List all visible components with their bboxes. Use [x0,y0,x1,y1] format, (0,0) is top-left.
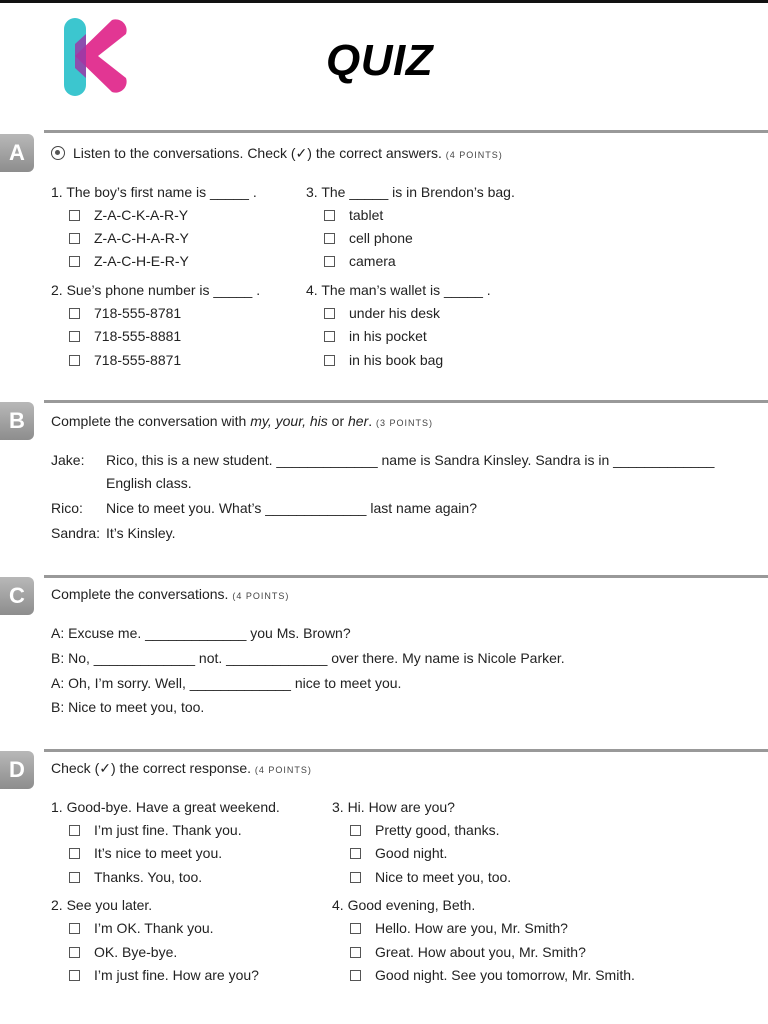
checkbox-icon[interactable] [350,848,361,859]
checkbox-icon[interactable] [69,308,80,319]
page-title: QUIZ [326,36,434,85]
top-border [0,0,768,3]
checkbox-icon[interactable] [69,256,80,267]
checkbox-icon[interactable] [69,825,80,836]
option-checkbox[interactable]: Z-A-C-K-A-R-Y [69,207,188,223]
speaker-label: Jake: [51,452,85,468]
section-b-rule [44,400,768,403]
question-a3: 3. The _____ is in Brendon’s bag. [306,184,515,200]
section-d-instruction: Check (✓) the correct response. (4 POINTS) [51,760,312,776]
checkbox-icon[interactable] [69,233,80,244]
option-checkbox[interactable]: camera [324,253,396,269]
option-checkbox[interactable]: It’s nice to meet you. [69,845,222,861]
checkbox-icon[interactable] [69,970,80,981]
checkbox-icon[interactable] [69,947,80,958]
speech-line: Rico, this is a new student. _____________ name is Sandra Kinsley. Sandra is in _____________ [106,452,715,468]
question-a4: 4. The man’s wallet is _____ . [306,282,491,298]
conversation-line: A: Oh, I’m sorry. Well, _____________ nice to meet you. [51,675,402,691]
option-checkbox[interactable]: tablet [324,207,383,223]
conversation-line: A: Excuse me. _____________ you Ms. Brown? [51,625,351,641]
section-a-badge: A [0,134,34,172]
option-checkbox[interactable]: 718-555-8881 [69,328,181,344]
option-checkbox[interactable]: Great. How about you, Mr. Smith? [350,944,586,960]
checkbox-icon[interactable] [350,970,361,981]
checkbox-icon[interactable] [350,872,361,883]
option-checkbox[interactable]: 718-555-8781 [69,305,181,321]
checkbox-icon[interactable] [69,923,80,934]
question-d2: 2. See you later. [51,897,153,913]
option-checkbox[interactable]: OK. Bye-bye. [69,944,177,960]
section-d-badge: D [0,751,34,789]
speech-line: Nice to meet you. What’s _____________ last name again? [106,500,477,516]
conversation-line: B: Nice to meet you, too. [51,699,205,715]
section-d-rule [44,749,768,752]
checkbox-icon[interactable] [324,355,335,366]
brand-logo [60,14,130,98]
option-checkbox[interactable]: cell phone [324,230,413,246]
question-a1: 1. The boy’s first name is _____ . [51,184,257,200]
checkbox-icon[interactable] [350,825,361,836]
checkbox-icon[interactable] [69,872,80,883]
option-checkbox[interactable]: I’m OK. Thank you. [69,920,214,936]
option-checkbox[interactable]: Nice to meet you, too. [350,869,511,885]
audio-icon[interactable] [51,146,65,160]
option-checkbox[interactable]: Z-A-C-H-A-R-Y [69,230,189,246]
section-a-rule [44,130,768,133]
speech-line: It’s Kinsley. [106,525,176,541]
section-c-badge: C [0,577,34,615]
option-checkbox[interactable]: I’m just fine. How are you? [69,967,259,983]
checkbox-icon[interactable] [324,256,335,267]
section-a-instruction: Listen to the conversations. Check (✓) the correct answers. (4 POINTS) [51,145,503,162]
checkbox-icon[interactable] [69,210,80,221]
checkbox-icon[interactable] [350,947,361,958]
option-checkbox[interactable]: Good night. [350,845,447,861]
option-checkbox[interactable]: I’m just fine. Thank you. [69,822,242,838]
option-checkbox[interactable]: in his book bag [324,352,443,368]
checkbox-icon[interactable] [324,331,335,342]
option-checkbox[interactable]: Z-A-C-H-E-R-Y [69,253,189,269]
speaker-label: Sandra: [51,525,101,541]
checkbox-icon[interactable] [324,210,335,221]
section-b-badge: B [0,402,34,440]
option-checkbox[interactable]: Hello. How are you, Mr. Smith? [350,920,568,936]
question-d3: 3. Hi. How are you? [332,799,455,815]
option-checkbox[interactable]: in his pocket [324,328,427,344]
checkbox-icon[interactable] [324,233,335,244]
option-checkbox[interactable]: 718-555-8871 [69,352,181,368]
option-checkbox[interactable]: under his desk [324,305,440,321]
section-b-instruction: Complete the conversation with my, your, his or her. (3 POINTS) [51,413,434,429]
option-checkbox[interactable]: Pretty good, thanks. [350,822,500,838]
speaker-label: Rico: [51,500,83,516]
checkbox-icon[interactable] [69,355,80,366]
checkbox-icon[interactable] [69,331,80,342]
option-checkbox[interactable]: Good night. See you tomorrow, Mr. Smith. [350,967,635,983]
section-c-rule [44,575,768,578]
option-checkbox[interactable]: Thanks. You, too. [69,869,202,885]
question-a2: 2. Sue’s phone number is _____ . [51,282,261,298]
speech-line: English class. [106,475,192,491]
question-d1: 1. Good-bye. Have a great weekend. [51,799,280,815]
section-c-instruction: Complete the conversations. (4 POINTS) [51,586,290,602]
question-d4: 4. Good evening, Beth. [332,897,476,913]
checkbox-icon[interactable] [69,848,80,859]
checkbox-icon[interactable] [350,923,361,934]
conversation-line: B: No, _____________ not. _____________ over there. My name is Nicole Parker. [51,650,565,666]
checkbox-icon[interactable] [324,308,335,319]
